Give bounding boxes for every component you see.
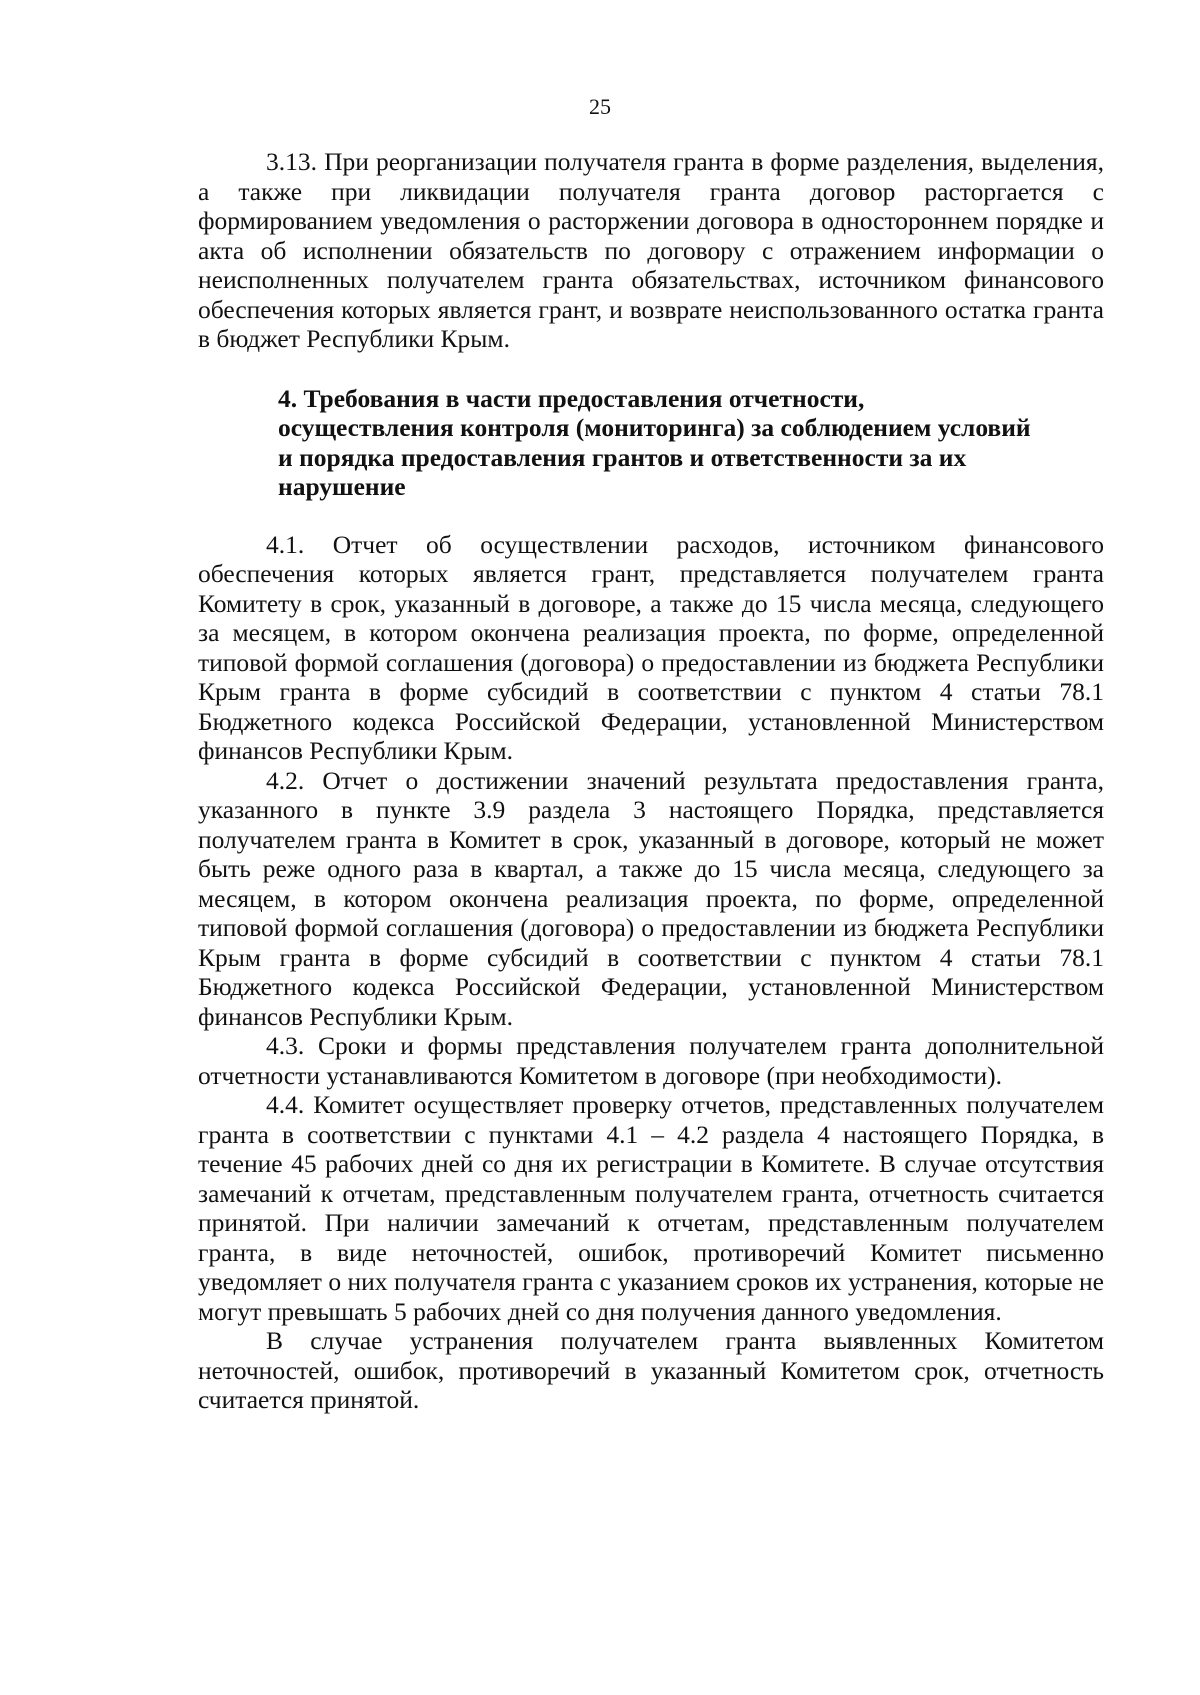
paragraph-4-2: 4.2. Отчет о достижении значений результата предоставления гранта, указанного в пункте 3.9 раздела 3 настоящего Порядка, представляется получателем гранта в Комитет в срок, указанный в договоре, который не может быть реже одного раза в квартал, а также до 15 числа месяца, следующего за месяцем, в котором окончена реализация проекта, по форме, определенной типовой формой соглашения (договора) о предоставлении из бюджета Республики Крым гранта в форме субсидий в соответствии с пунктом 4 статьи 78.1 Бюджетного кодекса Российской Федерации, установленной Министерством финансов Республики Крым. [198, 765, 1104, 1031]
page-number: 25 [589, 94, 611, 119]
paragraph-4-4: 4.4. Комитет осуществляет проверку отчетов, представленных получателем гранта в соответствии с пунктами 4.1 – 4.2 раздела 4 настоящего Порядка, в течение 45 рабочих дней со дня их регистрации в Комитете. В случае отсутствия замечаний к отчетам, представленным получателем гранта, отчетность считается принятой. При наличии замечаний к отчетам, представленным получателем гранта, в виде неточностей, ошибок, противоречий Комитет письменно уведомляет о них получателя гранта с указанием сроков их устранения, которые не могут превышать 5 рабочих дней со дня получения данного уведомления. [198, 1090, 1104, 1326]
section-4-heading: 4. Требования в части предоставления отчетности, осуществления контроля (мониторинга) за соблюдением условий и порядка предоставления грантов и ответственности за их нарушение [278, 383, 1031, 501]
document-body [198, 147, 1104, 1415]
paragraph-4-4-continued: В случае устранения получателем гранта выявленных Комитетом неточностей, ошибок, противоречий в указанный Комитетом срок, отчетность считается принятой. [198, 1326, 1104, 1414]
paragraph-3-13: 3.13. При реорганизации получателя гранта в форме разделения, выделения, а также при ликвидации получателя гранта договор расторгается с формированием уведомления о расторжении договора в одностороннем порядке и акта об исполнении обязательств по договору с отражением информации о неисполненных получателем гранта обязательствах, источником финансового обеспечения которых является грант, и возврате неиспользованного остатка гранта в бюджет Республики Крым. [198, 147, 1104, 353]
paragraph-4-1: 4.1. Отчет об осуществлении расходов, источником финансового обеспечения которых является грант, представляется получателем гранта Комитету в срок, указанный в договоре, а также до 15 числа месяца, следующего за месяцем, в котором окончена реализация проекта, по форме, определенной типовой формой соглашения (договора) о предоставлении из бюджета Республики Крым гранта в форме субсидий в соответствии с пунктом 4 статьи 78.1 Бюджетного кодекса Российской Федерации, установленной Министерством финансов Республики Крым. [198, 529, 1104, 765]
paragraph-4-3: 4.3. Сроки и формы представления получателем гранта дополнительной отчетности устанавливаются Комитетом в договоре (при необходимости). [198, 1031, 1104, 1090]
